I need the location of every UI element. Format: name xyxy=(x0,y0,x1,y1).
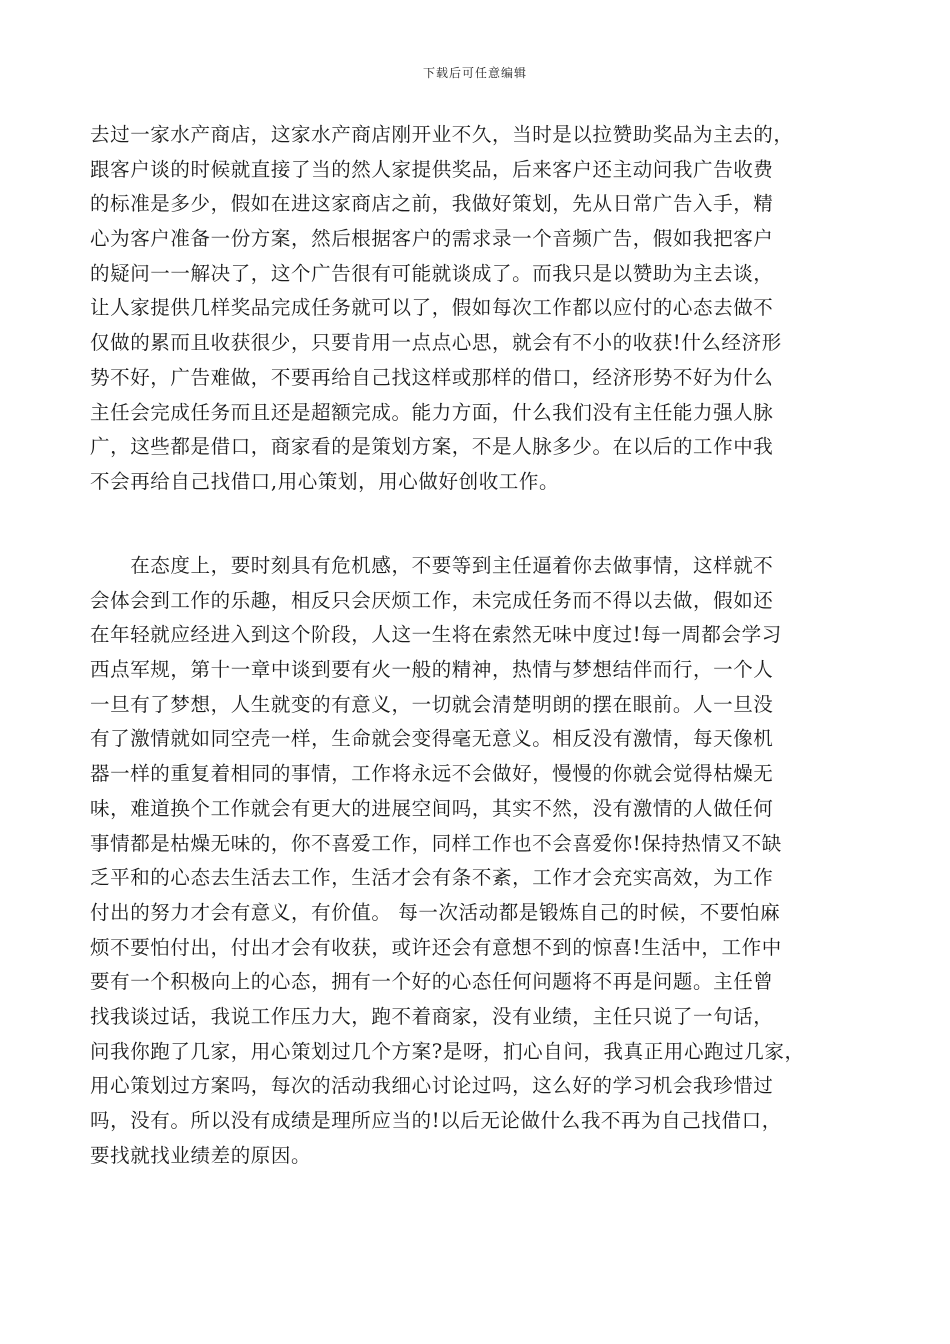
text-line: 付出的努力才会有意义，有价值。 每一次活动都是锻炼自己的时候，不要怕麻 xyxy=(90,900,781,924)
text-line: 乏平和的心态去生活去工作，生活才会有条不紊，工作才会充实高效，为工作 xyxy=(90,866,774,890)
text-line: 味，难道换个工作就会有更大的进展空间吗，其实不然，没有激情的人做任何 xyxy=(90,796,774,820)
page-header-note: 下载后可任意编辑 xyxy=(422,66,527,80)
paragraph-1 xyxy=(90,118,870,500)
text-line: 问我你跑了几家，用心策划过几个方案?是呀，扪心自问，我真正用心跑过几家， xyxy=(90,1039,805,1063)
text-line: 仅做的累而且收获很少，只要肯用一点点心思，就会有不小的收获!什么经济形 xyxy=(90,331,782,355)
text-line: 在态度上，要时刻具有危机感，不要等到主任逼着你去做事情，这样就不 xyxy=(90,554,774,577)
text-line: 用心策划过方案吗，每次的活动我细心讨论过吗，这么好的学习机会我珍惜过 xyxy=(90,1074,774,1098)
text-line: 烦不要怕付出，付出才会有收获，或许还会有意想不到的惊喜!生活中，工作中 xyxy=(90,935,782,959)
text-line: 去过一家水产商店，这家水产商店刚开业不久，当时是以拉赞助奖品为主去的， xyxy=(90,123,794,146)
text-line: 势不好，广告难做，不要再给自己找这样或那样的借口，经济形势不好为什么 xyxy=(90,365,774,389)
text-line: 让人家提供几样奖品完成任务就可以了，假如每次工作都以应付的心态去做不 xyxy=(90,296,774,320)
text-line: 一旦有了梦想，人生就变的有意义，一切就会清楚明朗的摆在眼前。人一旦没 xyxy=(90,692,774,716)
text-line: 主任会完成任务而且还是超额完成。能力方面，什么我们没有主任能力强人脉 xyxy=(90,400,774,424)
text-line: 有了激情就如同空壳一样，生命就会变得毫无意义。相反没有激情，每天像机 xyxy=(90,727,774,751)
text-line: 的疑问一一解决了，这个广告很有可能就谈成了。而我只是以赞助为主去谈， xyxy=(90,261,774,285)
text-line: 不会再给自己找借口,用心策划，用心做好创收工作。 xyxy=(90,469,560,493)
text-line: 心为客户准备一份方案，然后根据客户的需求录一个音频广告，假如我把客户 xyxy=(90,227,774,251)
text-line: 器一样的重复着相同的事情，工作将永远不会做好，慢慢的你就会觉得枯燥无 xyxy=(90,762,774,786)
text-line: 跟客户谈的时候就直接了当的然人家提供奖品，后来客户还主动问我广告收费 xyxy=(90,157,774,181)
text-line: 要找就找业绩差的原因。 xyxy=(90,1143,312,1167)
text-line: 要有一个积极向上的心态，拥有一个好的心态任何问题将不再是问题。主任曾 xyxy=(90,970,774,994)
text-line: 事情都是枯燥无味的，你不喜爱工作，同样工作也不会喜爱你!保持热情又不缺 xyxy=(90,831,782,855)
text-line: 会体会到工作的乐趣，相反只会厌烦工作，未完成任务而不得以去做，假如还 xyxy=(90,588,774,612)
text-line: 吗，没有。所以没有成绩是理所应当的!以后无论做什么我不再为自己找借口， xyxy=(90,1109,782,1132)
text-line: 广，这些都是借口，商家看的是策划方案，不是人脉多少。在以后的工作中我 xyxy=(90,435,774,459)
paragraph-2 xyxy=(90,549,870,1173)
text-line: 的标准是多少，假如在进这家商店之前，我做好策划，先从日常广告入手，精 xyxy=(90,192,774,216)
text-line: 在年轻就应经进入到这个阶段，人这一生将在索然无味中度过!每一周都会学习 xyxy=(90,623,782,647)
text-line: 西点军规，第十一章中谈到要有火一般的精神，热情与梦想结伴而行，一个人 xyxy=(90,658,774,682)
text-line: 找我谈过话，我说工作压力大，跑不着商家，没有业绩，主任只说了一句话， xyxy=(90,1004,774,1028)
